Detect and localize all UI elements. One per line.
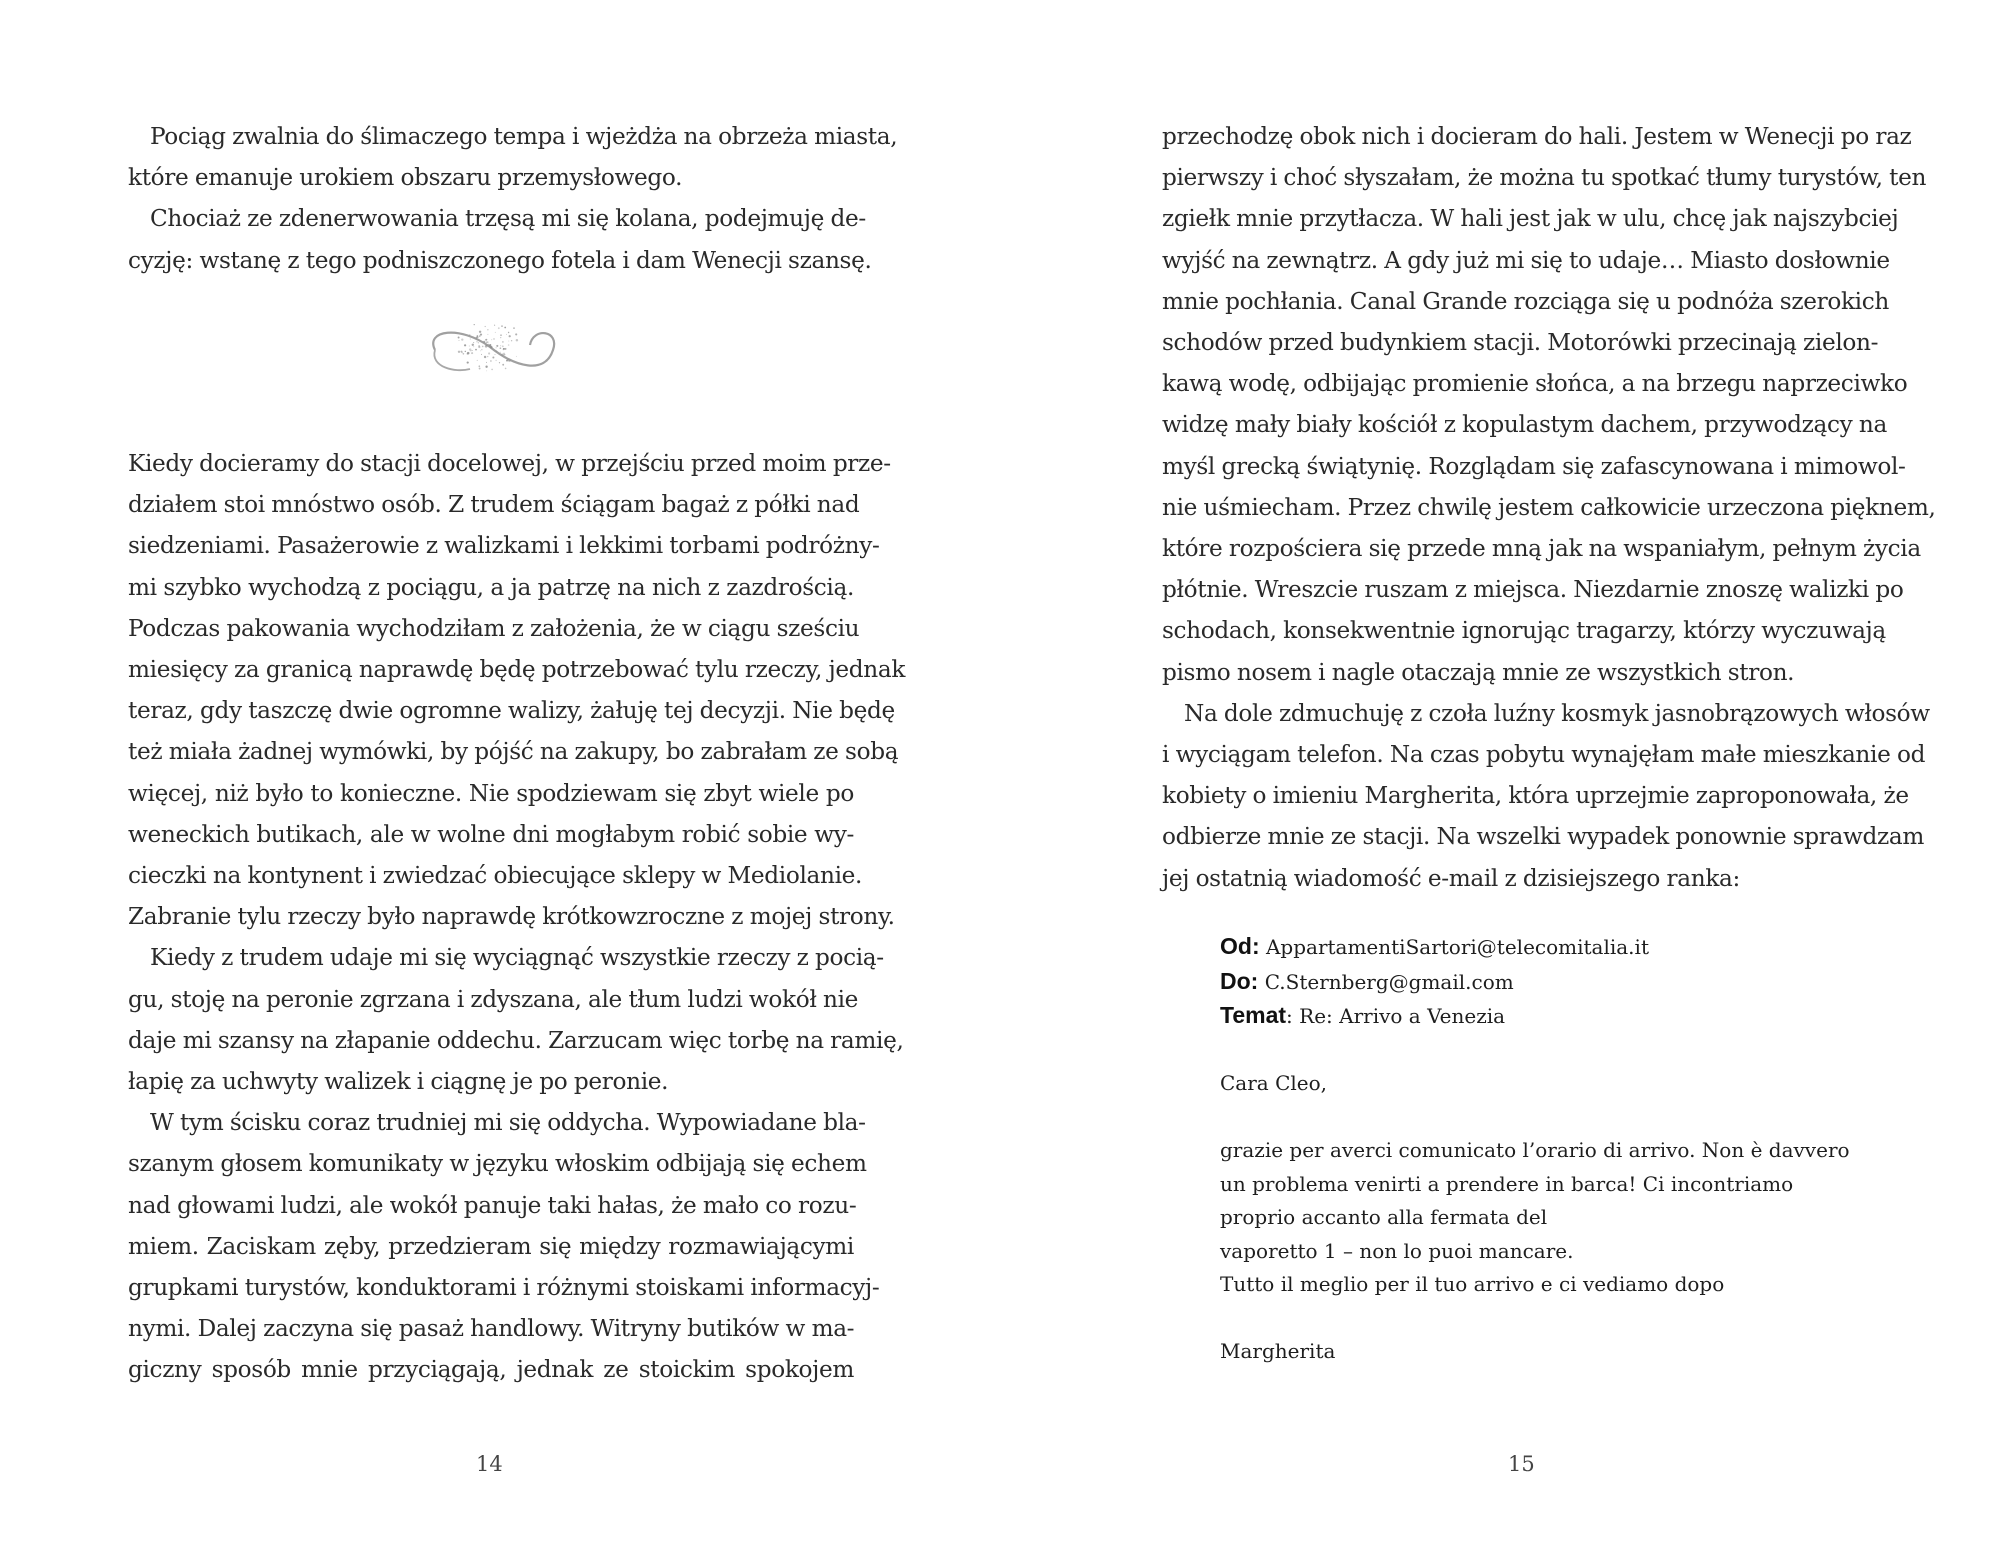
text-line: jej ostatnią wiadomość e-mail z dzisiejszego ranka: [1162, 864, 1740, 892]
ornament-speck [491, 339, 492, 340]
ornament-speck [498, 327, 500, 329]
text-line: giczny sposób mnie przyciągają, jednak ze stoickim spokojem [128, 1356, 854, 1384]
ornament-speck [495, 360, 496, 361]
text-line: przechodzę obok nich i docieram do hali. Jestem w Wenecji po raz [1162, 123, 1912, 150]
text-line: mi szybko wychodzą z pociągu, a ja patrzę na nich z zazdrością. [128, 573, 854, 601]
ornament-speck [459, 340, 460, 341]
ornament-speck [515, 333, 517, 335]
ornament-speck [463, 353, 465, 355]
ornament-speck [490, 360, 492, 362]
text-line: też miała żadnej wymówki, by pójść na zakupy, bo zabrałam ze sobą [128, 738, 899, 766]
ornament-speck [473, 342, 474, 343]
text-line: i wyciągam telefon. Na czas pobytu wynajęłam małe mieszkanie od [1162, 741, 1926, 769]
ornament-speck [491, 346, 492, 347]
email-from-row [1220, 930, 1860, 965]
email-from-label: Od: [1220, 933, 1260, 959]
text-line: kawą wodę, odbijając promienie słońca, a na brzegu naprzeciwko [1162, 370, 1908, 398]
text-line: gu, stoję na peronie zgrzana i zdyszana, ale tłum ludzi wokół nie [128, 985, 859, 1013]
paragraph [128, 1102, 880, 1390]
ornament-speck [494, 325, 495, 326]
email-from-value: AppartamentiSartori@telecomitalia.it [1265, 935, 1649, 959]
ornament-speck [488, 344, 489, 345]
text-line: daje mi szansy na złapanie oddechu. Zarzucam więc torbę na ramię, [128, 1026, 904, 1054]
text-line: Kiedy z trudem udaje mi się wyciągnąć wszystkie rzeczy z pocią- [150, 944, 884, 972]
text-line: łapię za uchwyty walizek i ciągnę je po peronie. [128, 1068, 669, 1096]
text-line: miem. Zaciskam zęby, przedzieram się między rozmawiającymi [128, 1232, 854, 1260]
ornament-speck [467, 353, 469, 355]
ornament-speck [469, 334, 471, 336]
ornament-speck [495, 332, 496, 333]
email-to-value: C.Sternberg@gmail.com [1264, 969, 1514, 994]
text-line: odbierze mnie ze stacji. Na wszelki wypadek ponownie sprawdzam [1162, 823, 1924, 851]
ornament-speck [516, 339, 518, 341]
ornament-speck [509, 335, 511, 337]
right-page [1000, 0, 2000, 1555]
left-page-opening-text [128, 116, 898, 281]
paragraph [1162, 693, 1930, 899]
text-line: myśl grecką świątynię. Rozglądam się zafascynowana i mimowol- [1162, 452, 1906, 480]
text-line: szanym głosem komunikaty w języku włoskim odbijają się echem [128, 1150, 867, 1178]
text-line: Na dole zdmuchuję z czoła luźny kosmyk jasnobrązowych włosów [1184, 699, 1930, 727]
page-number: 15 [1508, 1452, 1535, 1476]
ornament-speck [469, 346, 470, 347]
flourish-ornament-icon [415, 305, 565, 390]
email-to-row [1220, 965, 1860, 1000]
ornament-speck [487, 329, 488, 330]
text-line: pismo nosem i nagle otaczają mnie ze wszystkich stron. [1162, 658, 1795, 686]
text-line: Zabranie tylu rzeczy było naprawdę krótkowzroczne z mojej strony. [128, 903, 895, 931]
paragraph [128, 443, 906, 937]
email-greeting: Cara Cleo, [1220, 1071, 1328, 1095]
email-body-line: vaporetto 1 – non lo puoi mancare. [1220, 1238, 1574, 1263]
paragraph [128, 198, 872, 280]
ornament-speck [502, 345, 504, 347]
ornament-speck [475, 349, 477, 351]
text-line: Podczas pakowania wychodziłam z założenia, że w ciągu sześciu [128, 614, 860, 642]
text-line: które rozpościera się przede mną jak na wspaniałym, pełnym życia [1162, 535, 1921, 563]
ornament-speck [508, 341, 509, 342]
email-body-line: grazie per averci comunicato l’orario di arrivo. Non è davvero [1220, 1138, 1850, 1162]
ornament-speck [464, 344, 466, 346]
ornament-speck [500, 352, 501, 353]
ornament-speck [458, 351, 460, 353]
text-line: siedzeniami. Pasażerowie z walizkami i lekkimi torbami podróżny- [128, 532, 880, 560]
email-subject-value: : Re: Arrivo a Venezia [1286, 1004, 1506, 1028]
text-line: nad głowami ludzi, ale wokół panuje taki hałas, że mało co rozu- [128, 1191, 857, 1219]
ornament-speck [467, 362, 469, 364]
text-line: weneckich butikach, ale w wolne dni mogłabym robić sobie wy- [128, 820, 854, 848]
ornament-speck [480, 351, 481, 352]
ornament-speck [484, 356, 486, 358]
text-line: Chociaż ze zdenerwowania trzęsą mi się kolana, podejmuję de- [150, 205, 866, 233]
paragraph [1162, 116, 1936, 693]
text-line: wyjść na zewnątrz. A gdy już mi się to udaje… Miasto dosłownie [1162, 246, 1890, 274]
text-line: Kiedy docieramy do stacji docelowej, w przejściu przed moim prze- [128, 450, 891, 477]
text-line: więcej, niż było to konieczne. Nie spodziewam się zbyt wiele po [128, 779, 854, 807]
text-line: schodów przed budynkiem stacji. Motorówki przecinają zielon- [1162, 329, 1879, 357]
email-body [1220, 1134, 1860, 1302]
ornament-speck [506, 334, 507, 335]
ornament-speck [487, 356, 488, 357]
text-line: teraz, gdy taszczę dwie ogromne walizy, żałuję tej decyzji. Nie będę [128, 697, 895, 725]
text-line: zgiełk mnie przytłacza. W hali jest jak w ulu, chcę jak najszybciej [1162, 205, 1899, 233]
ornament-speck [481, 349, 483, 351]
ornament-speck [472, 350, 473, 351]
ornament-speck [486, 342, 487, 343]
ornament-speck [513, 327, 514, 328]
ornament-speck [477, 360, 478, 361]
ornament-speck [492, 356, 494, 358]
ornament-speck [480, 334, 482, 336]
ornament-speck [489, 344, 491, 346]
ornament-speck [504, 327, 506, 329]
text-line: miesięcy za granicą naprawdę będę potrzebować tylu rzeczy, jednak [128, 656, 906, 684]
ornament-speck [508, 344, 510, 346]
text-line: nymi. Dalej zaczyna się pasaż handlowy. Witryny butików w ma- [128, 1315, 855, 1343]
text-line: grupkami turystów, konduktorami i różnymi stoiskami informacyj- [128, 1274, 880, 1302]
ornament-speck [502, 364, 504, 366]
ornament-speck [499, 362, 500, 363]
ornament-speck [485, 366, 487, 368]
ornament-speck [476, 341, 477, 342]
ornament-speck [503, 348, 504, 349]
ornament-speck [500, 345, 501, 346]
ornament-speck [475, 337, 476, 338]
ornament-speck [488, 352, 490, 354]
ornament-speck [479, 331, 481, 333]
email-body-line: un problema venirti a prendere in barca! Ci incontriamo [1220, 1171, 1794, 1196]
ornament-speck [486, 362, 487, 363]
text-line: mnie pochłania. Canal Grande rozciąga się u podnóża szerokich [1162, 287, 1889, 315]
text-line: cyzję: wstanę z tego podniszczonego fotela i dam Wenecji szansę. [128, 246, 872, 274]
right-page-text [1162, 116, 1936, 899]
text-line: płótnie. Wreszcie ruszam z miejsca. Niezdarnie znoszę walizki po [1162, 576, 1904, 604]
paragraph [128, 116, 898, 198]
email-subject-row [1220, 999, 1860, 1034]
email-signature: Margherita [1220, 1339, 1336, 1363]
ornament-speck [478, 337, 479, 338]
text-line: działem stoi mnóstwo osób. Z trudem ściągam bagaż z półki nad [128, 491, 860, 519]
ornament-speck [473, 346, 474, 347]
text-line: schodach, konsekwentnie ignorując tragarzy, którzy wyczuwają [1162, 617, 1886, 645]
ornament-speck [470, 338, 471, 339]
ornament-speck [482, 346, 484, 348]
ornament-speck [487, 334, 488, 335]
ornament-speck [469, 348, 471, 350]
ornament-speck [478, 342, 479, 343]
ornament-speck [479, 335, 480, 336]
ornament-speck [474, 324, 475, 325]
ornament-speck [511, 340, 512, 341]
ornament-speck [479, 368, 481, 370]
ornament-speck [470, 350, 471, 351]
ornament-speck [508, 332, 509, 333]
left-page-main-text [128, 443, 906, 1391]
ornament-speck [483, 341, 485, 343]
ornament-speck [461, 338, 463, 340]
ornament-speck [496, 350, 498, 352]
ornament-speck [481, 354, 482, 355]
ornament-speck [461, 352, 463, 354]
ornament-speck [471, 352, 473, 354]
ornament-speck [496, 345, 498, 347]
ornament-speck [485, 345, 488, 348]
text-line: W tym ścisku coraz trudniej mi się oddycha. Wypowiadane bla- [150, 1109, 866, 1137]
ornament-speck [491, 369, 493, 371]
text-line: które emanuje urokiem obszaru przemysłowego. [128, 164, 683, 192]
page-number: 14 [476, 1452, 503, 1476]
ornament-speck [478, 346, 480, 348]
ornament-speck [493, 338, 494, 339]
ornament-speck [496, 347, 497, 348]
ornament-speck [503, 353, 505, 355]
text-line: pierwszy i choć słyszałam, że można tu spotkać tłumy turystów, ten [1162, 164, 1927, 192]
email-body-line: Tutto il meglio per il tuo arrivo e ci vediamo dopo [1220, 1272, 1725, 1296]
email-to-label: Do: [1220, 967, 1259, 994]
text-line: cieczki na kontynent i zwiedzać obiecujące sklepy w Mediolanie. [128, 862, 863, 890]
ornament-speck [500, 337, 501, 338]
ornament-speck [485, 339, 487, 341]
ornament-speck [478, 365, 480, 367]
ornament-speck [500, 334, 502, 336]
email-body-line: proprio accanto alla fermata del [1220, 1205, 1548, 1229]
paragraph [128, 937, 904, 1102]
ornament-speck [516, 356, 517, 357]
email-subject-label: Temat [1220, 1002, 1287, 1028]
text-line: widzę mały biały kościół z kopulastym dachem, przywodzący na [1162, 411, 1887, 439]
ornament-speck [502, 341, 504, 343]
text-line: Pociąg zwalnia do ślimaczego tempa i wjeżdża na obrzeża miasta, [150, 123, 898, 150]
ornament-speck [472, 344, 474, 346]
ornament-speck [477, 335, 479, 337]
ornament-speck [505, 368, 507, 370]
ornament-speck [458, 337, 460, 339]
text-line: kobiety o imieniu Margherita, która uprzejmie zaproponowała, że [1162, 782, 1909, 810]
ornament-speck [501, 325, 503, 327]
email-message [1220, 930, 1860, 1369]
ornament-speck [465, 351, 466, 352]
text-line: nie uśmiecham. Przez chwilę jestem całkowicie urzeczona pięknem, [1162, 493, 1936, 521]
ornament-speck [506, 360, 508, 362]
ornament-speck [495, 354, 496, 355]
ornament-speck [500, 347, 502, 349]
ornament-speck [485, 326, 486, 327]
ornament-speck [486, 370, 487, 371]
